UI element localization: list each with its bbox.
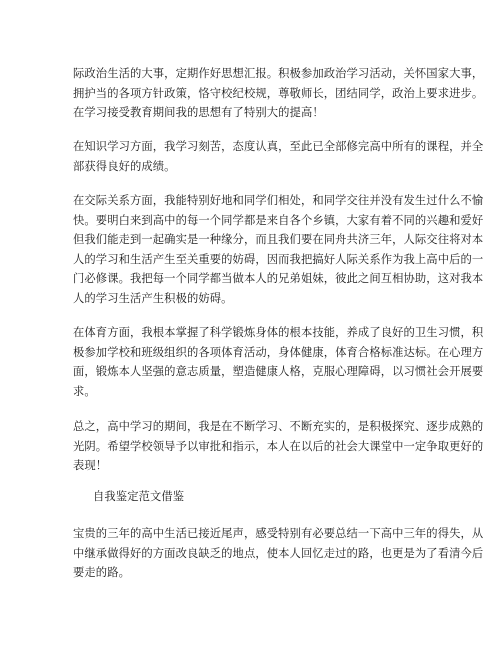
text-line: 在知识学习方面，我学习刻苦，态度认真，至此已全部修完高中所有的课程，并全 [73, 140, 484, 153]
text-line: 宝贵的三年的高中生活已接近尾声，感受特别有必要总结一下高中三年的得失，从 [73, 527, 484, 540]
text-line: 在交际关系方面，我能特别好地和同学们相处，和同学交往并没有发生过什么不愉 [73, 194, 484, 207]
text-line: 在体育方面，我根本掌握了科学锻炼身体的根本技能，养成了良好的卫生习惯，积 [73, 326, 484, 339]
text-line: 极参加学校和班级组织的各项体育活动，身体健康，体育合格标准达标。在心理方 [73, 345, 484, 359]
text-line: 表现！ [73, 459, 108, 472]
text-line: 门必修课。我把每一个同学都当做本人的兄弟姐妹，彼此之间互相协助，这对我本 [73, 272, 484, 285]
paragraph-final [73, 524, 484, 583]
paragraph-summary [73, 417, 484, 476]
text-line: 总之，高中学习的期间，我是在不断学习、不断充实的，是积极探究、逐步成熟的 [73, 420, 484, 433]
text-line: 面，锻炼本人坚强的意志质量，塑造健康人格，克服心理障碍，以习惯社会开展要 [73, 365, 484, 378]
section-heading: 自我鉴定范文借鉴 [93, 490, 185, 503]
text-line: 中继承做得好的方面改良缺乏的地点，使本人回忆走过的路，也更是为了看清今后 [73, 546, 484, 560]
paragraph-knowledge [73, 137, 484, 176]
text-line: 在学习接受教育期间我的思想有了特别大的提高！ [73, 106, 324, 119]
text-line: 光阴。希望学校领导予以审批和指示，本人在以后的社会大课堂中一定争取更好的 [73, 439, 484, 453]
paragraph-relationships [73, 191, 484, 308]
text-line: 但我们能走到一起确实是一种缘分，而且我们要在同舟共济三年，人际交往将对本 [73, 233, 484, 246]
text-line: 人的学习生活产生积极的妨碍。 [73, 291, 233, 305]
text-line: 拥护当的各项方针政策，恪守校纪校规，尊敬师长，团结同学，政治上要求进步。 [73, 86, 484, 100]
text-line: 求。 [73, 384, 96, 398]
paragraph-politics [73, 64, 484, 123]
text-line: 部获得良好的成绩。 [73, 159, 176, 173]
text-line: 快。要明白来到高中的每一个同学都是来自各个乡镇，大家有着不同的兴趣和爱好 [73, 213, 484, 227]
text-line: 人的学习和生活产生至关重要的妨碍，因而我把搞好人际关系作为我上高中后的一 [73, 252, 484, 266]
paragraph-sports [73, 323, 484, 401]
text-line: 际政治生活的大事，定期作好思想汇报。积极参加政治学习活动，关怀国家大事， [73, 67, 484, 80]
text-line: 要走的路。 [73, 566, 130, 579]
